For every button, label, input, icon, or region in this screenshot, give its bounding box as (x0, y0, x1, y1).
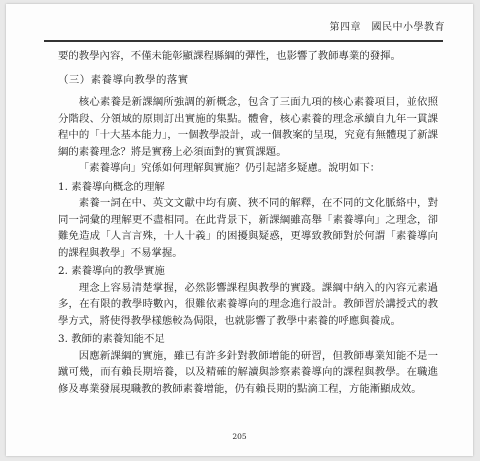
paragraph-core-competency: 核心素養是新課綱所強調的新概念，包含了三面九項的核心素養項目，並依照分階段、分領域的原則訂出實施的集點。體會，核心素養的理念承續自九年一貫課程中的「十大基本能力」，一個教學設計，或一個教案的呈現，究竟有無體現了新課綱的素養理念？將是實務上必須面對的實質課題。 (58, 96, 438, 158)
intro-paragraph: 要的教學內容，不僅未能彰顯課程縣綱的彈性，也影響了教師專業的發揮。 (58, 50, 401, 62)
item-1-text: 素養一詞在中、英文文獻中均有廣、狹不同的解釋，在不同的文化脈絡中，對同一詞彙的理解更不盡相同。在此背景下，新課綱雖高舉「素養導向」之理念，卻難免造成「人言言殊，十人十義」的困擾與疑惑，更導致教師對於何謂「素養導向的課程與教學」不易掌握。 (58, 197, 438, 259)
item-3-title: 3. 教師的素養知能不足 (58, 333, 165, 345)
item-2-text: 理念上容易清楚掌握，必然影響課程與教學的實踐。課綱中納入的內容元素過多，在有限的教學時數內，很難依素養導向的理念進行設計。教師習於講授式的教學方式，將使得教學樣態較為侷限，也就影響了教學中素養的呼應與養成。 (58, 281, 438, 327)
section-title: （三）素養導向教學的落實 (58, 73, 189, 86)
document-body (58, 48, 438, 397)
item-3-text: 因應新課綱的實施，雖已有許多針對教師增能的研習，但教師專業知能不是一蹴可幾，而有賴長期培養，以及精確的解讀與診察素養導向的課程與教學。在職進修及專業發展現職教的教師素養增能，仍有賴長期的點滴工程，方能漸顯成效。 (58, 349, 438, 395)
item-1-title: 1. 素養導向概念的理解 (58, 180, 165, 193)
page-number: 205 (232, 432, 247, 441)
document-page (6, 4, 473, 456)
header-rule (44, 40, 443, 42)
paragraph-question: 「素養導向」究係如何理解與實施？仍引起諸多疑慮。說明如下： (78, 162, 381, 174)
item-2-title: 2. 素養導向的教學實施 (58, 265, 165, 277)
chapter-header: 第四章 國民中小學教育 (329, 22, 445, 33)
